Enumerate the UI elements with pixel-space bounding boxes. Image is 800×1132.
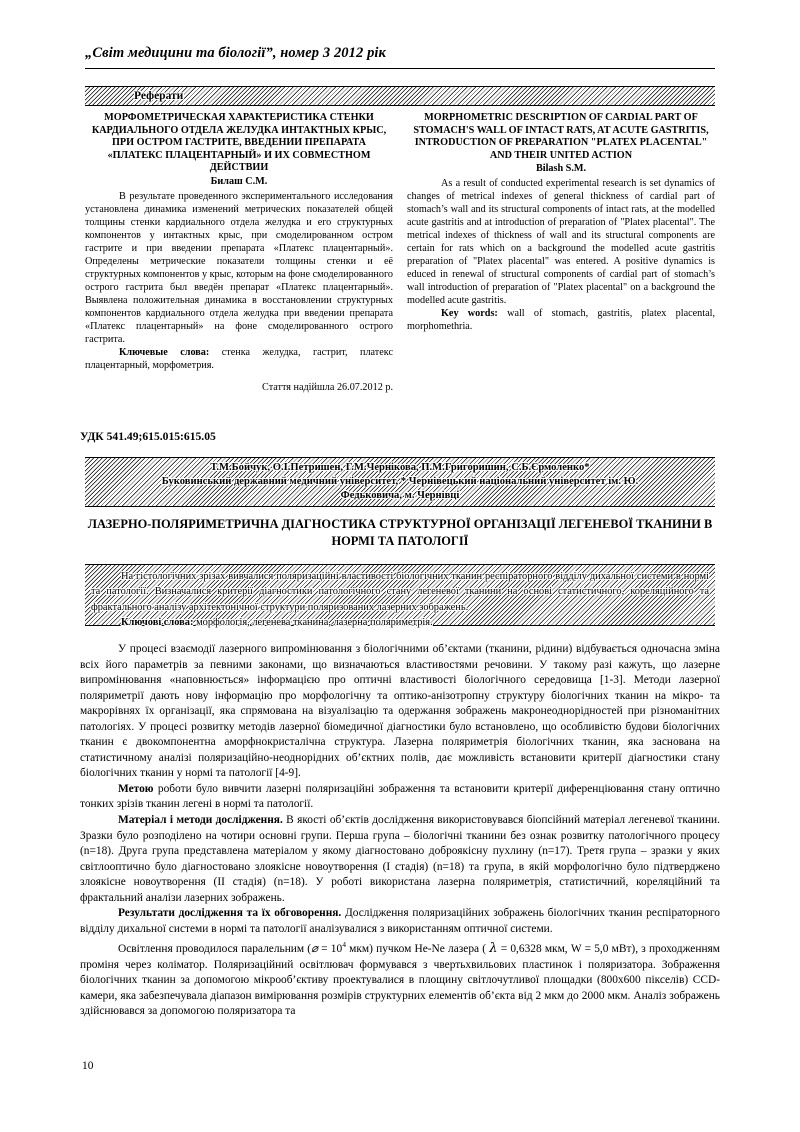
goal-label: Метою (118, 782, 154, 795)
body-paragraph-methods (80, 813, 720, 906)
diameter-unit: мкм) пучком He-Ne лазера ( (345, 943, 490, 956)
lambda-value: = 0,6328 мкм, W = 5,0 мВт), з проходженням проміня через коліматор. Поляризаційний освітлювач формувався з чвертьхвильових пластинок і поляризатора. Зображення біологічних тканин за допомогою мікрооб’єктиву проектувалися в площину світлочутливої площадки (800x600 пікселів) CCD-камери, яка забезпечувала діапазон вимірювання розмірів структурних елементів об’єкта від 2 мкм до 2000 мкм. Аналіз зображень здійснювався за допомогою поляризатора та (80, 943, 720, 1018)
article-affiliation-line2: Федьковича, м. Чернівці (340, 490, 460, 502)
results-label: Результати дослідження та їх обговорення. (118, 907, 342, 920)
authors-affiliation-band (85, 457, 715, 507)
goal-text: роботи було вивчити лазерні поляризаційні зображення та встановити критерії диференціювання стану оптично тонких зрізів тканин легені в нормі та патології. (80, 782, 720, 811)
article-authors: Т.М.Бойчук, О.І.Петришен, Г.М.Чернікова, П.М.Григоришин, С.Б.Єрмоленко* (210, 461, 590, 473)
abstract-en-keywords-text: wall of stomach, gastritis, platex placental, morphomethria. (407, 308, 715, 333)
running-head: „Світ медицини та біології”, номер 3 2012 рік (85, 45, 386, 61)
results-text: Дослідження поляризаційних зображень біологічних тканин респіраторного відділу дихальної системи в нормі та патології аналізувалися з використанням оптичної системи. (80, 907, 720, 935)
body-paragraph-results (80, 906, 720, 937)
abstract-ru-keywords-label: Ключевые слова: (119, 346, 210, 358)
abstract-columns (85, 112, 715, 393)
abstract-en-keywords (407, 307, 715, 333)
running-head-rule (85, 68, 715, 69)
abstract-ua-text: На гістологічних зрізах вивчалися поляризаційні властивості біологічних тканин респіраторного відділу дихальної системи в нормі та патології. Визначалися критерії діагностики патологічного стану легеневої тканини на основі статистичного, кореляційного та фрактального аналізу архітектонічної структури поляризованих лазерних зображень. (91, 571, 709, 613)
authors-affiliation-text (85, 461, 715, 504)
abstract-ru-author: Билаш С.М. (210, 175, 268, 187)
diameter-equation: = 10 (317, 943, 343, 956)
abstract-en-author: Bilash S.M. (535, 163, 587, 175)
section-band-abstracts (85, 86, 715, 106)
abstract-ru-body (85, 190, 393, 372)
diameter-exponent: 4 (342, 940, 346, 950)
abstract-en-body (407, 177, 715, 333)
abstract-en-title: MORPHOMETRIC DESCRIPTION OF CARDIAL PART OF STOMACH'S WALL OF INTACT RATS, AT ACUTE GASTRITIS, INTRODUCTION OF PREPARATION "PLATEX PLACENTAL" AND THEIR UNITED ACTION (413, 112, 709, 161)
abstract-ru-title: МОРФОМЕТРИЧЕСКАЯ ХАРАКТЕРИСТИКА СТЕНКИ КАРДИАЛЬНОГО ОТДЕЛА ЖЕЛУДКА ИНТАКТНЫХ КРЫС, ПРИ ОСТРОМ ГАСТРИТЕ, ВВЕДЕНИИ ПРЕПАРАТА «ПЛАТЕКС ПЛАЦЕНТАРНЫЙ» И ИХ СОВМЕСТНОМ ДЕЙСТВИИ (91, 112, 387, 174)
body-paragraph-goal (80, 782, 720, 813)
abstract-english (407, 112, 715, 393)
body-paragraph-optics (80, 937, 720, 1020)
article-title: ЛАЗЕРНО-ПОЛЯРИМЕТРИЧНА ДІАГНОСТИКА СТРУКТУРНОЇ ОРГАНІЗАЦІЇ ЛЕГЕНЕВОЇ ТКАНИНИ В НОРМІ ТА ПАТОЛОГІЇ (87, 517, 713, 548)
udc-code: УДК 541.49;615.015:615.05 (80, 430, 216, 443)
abstract-en-text: As a result of conducted experimental research is set dynamics of changes of metrical indexes of general thickness of cardial part of stomach’s wall and its structural components of intact rats, at the modelled acute gastritis and at introduction of preparation of "Platex placental". The metrical indexes of thickness of wall and its structural components are certain for rats which on a background the modelled acute gastritis preparation of "Platex placental" was entered. A positive dynamics is educed in renewal of structural components of cardial part of stomach’s wall introduction of preparation of "Platex placental" on a background the modelled acute gastritis. (407, 178, 715, 307)
abstract-ru-keywords (85, 346, 393, 372)
methods-label: Матеріал і методи дослідження. (118, 814, 283, 827)
abstract-en-keywords-label: Key words: (441, 308, 498, 320)
abstract-ua-body (85, 565, 715, 634)
optics-text-lead: Освітлення проводилося паралельним ( (118, 943, 312, 956)
diameter-symbol: ⌀ (311, 943, 318, 956)
abstract-ua-keywords-text: морфологія, легенева тканина, лазерна поляриметрія. (196, 617, 433, 629)
article-affiliation-line1: Буковинський державний медичний університет, * Чернівецький національний університет ім. Ю. (161, 475, 639, 487)
abstract-ua-keywords-label: Ключові слова: (121, 617, 194, 629)
article-body (80, 642, 720, 1020)
abstract-ua-keywords (91, 615, 709, 630)
lambda-symbol: λ (489, 941, 498, 957)
section-band-label: Реферати (134, 90, 184, 102)
abstract-ru-keywords-text: стенка желудка, гастрит, платекс плацентарный, морфометрия. (85, 346, 393, 371)
body-paragraph-intro: У процесі взаємодії лазерного випромінювання з біологічними об’єктами (тканини, рідини) відбувається одночасна зміна всіх його параметрів за певними законами, що визначаються властивостями речовини. У такому разі кажуть, що лазерне випромінювання «наповнюється» інформацією про оптичні властивості біологічного середовища [1-3]. Методи лазерної поляриметрії дають нову інформацію про морфологічну та оптико-анізотропну структуру біологічних тканин на мікро- та макрорівнях їх організації, яка спрямована на візуалізацію та одержання зображень макронеоднорідностей при різноманітних патологіях. У процесі розвитку методів лазерної біомедичної діагностики було встановлено, що особливістю будови біологічних тканин є двокомпонентна аморфнокристалічна структура. Лазерна поляриметрія біологічних тканин, яка заснована на статистичному аналізі поляризаційно-неоднорідних об’єктних полів, дає можливість встановити критерії діагностики стану біологічних тканин у нормі та патології [4-9]. (80, 643, 720, 780)
submitted-note: Стаття надійшла 26.07.2012 р. (262, 381, 393, 393)
page-number: 10 (82, 1060, 94, 1072)
abstract-russian (85, 112, 393, 393)
abstract-ua-band (85, 564, 715, 629)
methods-text: В якості об’єктів дослідження використовувався біопсійний матеріал легеневої тканини. Зразки було розподілено на чотири основні групи. Перша група – біологічні тканини без ознак розвитку патологічного процесу (n=18). Друга група представлена матеріалом у якому діагностовано доброякісну пухлину (n=17). Третя група – зразки у яких світлооптично було діагностовано злоякісне новоутворення (I стадія) (n=18) та група, в якій морфологічно було підтверджено злоякісне новоутворення (II стадія) (n=18). У роботі використана лазерна поляриметрія, статистичний, кореляційний та фрактальний аналізи лазерних зображень. (80, 814, 720, 904)
abstract-ru-text: В результате проведенного экспериментального исследования установлена динамика изменений метрических показателей общей толщины стенки кардиального отдела желудка и его структурных компонентов у интактных крыс, при смоделированном остром гастрите и при введении препарата «Платекс плацентарный». Определены метрические показатели толщины стенки и её структурных компонентов у крыс, которым на фоне смоделированного острого гастрита был введён препарат «Платекс плацентарный». Выявлена положительная динамика в восстановлении структурных компонентов кардиального отдела желудка при введении препарата «Платекс плацентарный» на фоне смоделированного острого гастрита. (85, 190, 393, 345)
